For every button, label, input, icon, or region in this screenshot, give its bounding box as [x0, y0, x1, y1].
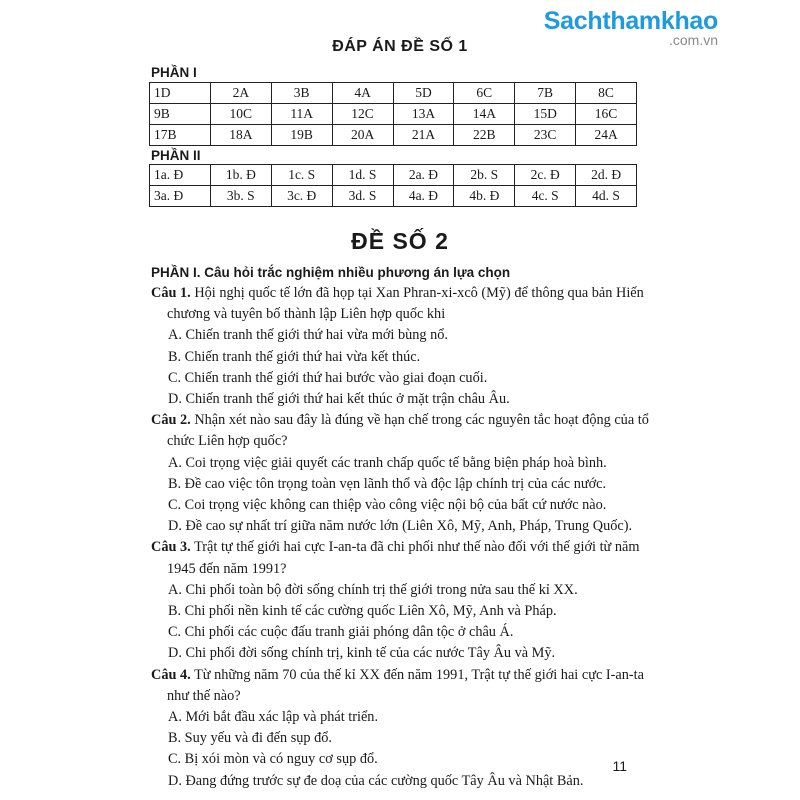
answer-cell: 1b. Đ: [210, 165, 271, 186]
answer-cell: 2d. Đ: [576, 165, 637, 186]
part2-answer-table: [149, 164, 637, 207]
answer-option: A. Chi phối toàn bộ đời sống chính trị thế giới trong nửa sau thế kỉ XX.: [168, 581, 578, 598]
answer-option: D. Chiến tranh thế giới thứ hai kết thúc ở mặt trận châu Âu.: [168, 391, 510, 408]
question-text: Hội nghị quốc tế lớn đã họp tại Xan Phran-xi-xcô (Mỹ) để thông qua bản Hiến chương và tuyên bố thành lập Liên hợp quốc khi: [167, 285, 644, 323]
answer-key-title: ĐÁP ÁN ĐỀ SỐ 1: [332, 38, 468, 55]
answer-cell: 3a. Đ: [150, 186, 211, 207]
answer-cell: 2b. S: [454, 165, 515, 186]
answer-cell: 2a. Đ: [393, 165, 454, 186]
answer-cell: 24A: [576, 125, 637, 146]
answer-cell: 4b. Đ: [454, 186, 515, 207]
answer-cell: 4c. S: [515, 186, 576, 207]
question-text: Nhận xét nào sau đây là đúng về hạn chế trong các nguyên tắc hoạt động của tổ chức Liên hợp quốc?: [167, 412, 649, 450]
answer-cell: 18A: [210, 125, 271, 146]
answer-cell: 9B: [150, 104, 211, 125]
answer-option: A. Mới bắt đầu xác lập và phát triển.: [168, 709, 379, 726]
answer-option: D. Đề cao sự nhất trí giữa năm nước lớn (Liên Xô, Mỹ, Anh, Pháp, Trung Quốc).: [168, 518, 633, 535]
question-text: Từ những năm 70 của thế kỉ XX đến năm 1991, Trật tự thế giới hai cực I-an-ta như thế nào?: [167, 666, 644, 704]
question-list: [151, 283, 651, 792]
question-1: [151, 283, 651, 410]
answer-cell: 6C: [454, 83, 515, 104]
answer-cell: 1d. S: [332, 165, 393, 186]
question-label: Câu 3.: [151, 539, 191, 556]
answer-option: C. Coi trọng việc không can thiệp vào công việc nội bộ của bất cứ nước nào.: [168, 497, 607, 514]
answer-cell: 11A: [271, 104, 332, 125]
answer-cell: 1c. S: [271, 165, 332, 186]
answer-cell: 2c. Đ: [515, 165, 576, 186]
answer-cell: 16C: [576, 104, 637, 125]
answer-cell: 20A: [332, 125, 393, 146]
answer-row: [150, 186, 637, 207]
answer-option: B. Chi phối nền kinh tế các cường quốc Liên Xô, Mỹ, Anh và Pháp.: [168, 603, 557, 620]
part2-label: PHẦN II: [151, 148, 201, 163]
answer-cell: 3c. Đ: [271, 186, 332, 207]
answer-cell: 19B: [271, 125, 332, 146]
question-text: Trật tự thế giới hai cực I-an-ta đã chi phối như thế nào đối với thế giới từ năm 1945 đến năm 1991?: [167, 539, 640, 577]
question-3: [151, 537, 651, 664]
answer-option: C. Chiến tranh thế giới thứ hai bước vào giai đoạn cuối.: [168, 369, 488, 386]
answer-cell: 21A: [393, 125, 454, 146]
answer-option: C. Bị xói mòn và có nguy cơ sụp đổ.: [168, 751, 378, 768]
answer-option: B. Đề cao việc tôn trọng toàn vẹn lãnh thổ và độc lập chính trị của các nước.: [168, 475, 607, 492]
answer-option: C. Chi phối các cuộc đấu tranh giải phóng dân tộc ở châu Á.: [168, 624, 514, 641]
question-stem: [151, 410, 651, 452]
answer-cell: 4a. Đ: [393, 186, 454, 207]
section-heading: PHẦN I. Câu hỏi trắc nghiệm nhiều phương án lựa chọn: [151, 265, 511, 280]
question-2: [151, 410, 651, 537]
part1-label: PHẦN I: [151, 65, 197, 80]
exam-title: ĐỀ SỐ 2: [351, 228, 449, 254]
answer-row: [150, 104, 637, 125]
answer-cell: 14A: [454, 104, 515, 125]
answer-cell: 3B: [271, 83, 332, 104]
question-stem: [151, 283, 651, 325]
answer-cell: 5D: [393, 83, 454, 104]
answer-option: A. Coi trọng việc giải quyết các tranh chấp quốc tế bằng biện pháp hoà bình.: [168, 454, 607, 471]
question-label: Câu 1.: [151, 285, 191, 301]
answer-option: A. Chiến tranh thế giới thứ hai vừa mới bùng nổ.: [168, 327, 448, 344]
answer-row: [150, 125, 637, 146]
answer-cell: 4d. S: [576, 186, 637, 207]
answer-cell: 17B: [150, 125, 211, 146]
answer-cell: 10C: [210, 104, 271, 125]
answer-cell: 15D: [515, 104, 576, 125]
answer-cell: 2A: [210, 83, 271, 104]
answer-option: B. Suy yếu và đi đến sụp đổ.: [168, 730, 333, 747]
part1-answer-table: [149, 82, 637, 146]
answer-cell: 1a. Đ: [150, 165, 211, 186]
question-label: Câu 2.: [151, 412, 191, 429]
page-number: 11: [612, 758, 627, 774]
answer-cell: 3b. S: [210, 186, 271, 207]
answer-option: D. Đang đứng trước sự đe doạ của các cường quốc Tây Âu và Nhật Bản.: [168, 772, 584, 789]
answer-cell: 13A: [393, 104, 454, 125]
question-stem: [151, 537, 651, 579]
question-4: [151, 665, 651, 792]
answer-cell: 4A: [332, 83, 393, 104]
answer-cell: 3d. S: [332, 186, 393, 207]
answer-cell: 8C: [576, 83, 637, 104]
answer-cell: 7B: [515, 83, 576, 104]
answer-option: D. Chi phối đời sống chính trị, kinh tế của các nước Tây Âu và Mỹ.: [168, 645, 556, 662]
answer-row: [150, 83, 637, 104]
answer-cell: 12C: [332, 104, 393, 125]
answer-option: B. Chiến tranh thế giới thứ hai vừa kết thúc.: [168, 348, 421, 365]
brand-domain: .com.vn: [668, 32, 718, 48]
question-stem: [151, 665, 651, 707]
answer-cell: 22B: [454, 125, 515, 146]
brand-name: Sachthamkhao: [543, 7, 718, 35]
answer-cell: 1D: [150, 83, 211, 104]
question-label: Câu 4.: [151, 666, 191, 683]
answer-cell: 23C: [515, 125, 576, 146]
answer-row: [150, 165, 637, 186]
